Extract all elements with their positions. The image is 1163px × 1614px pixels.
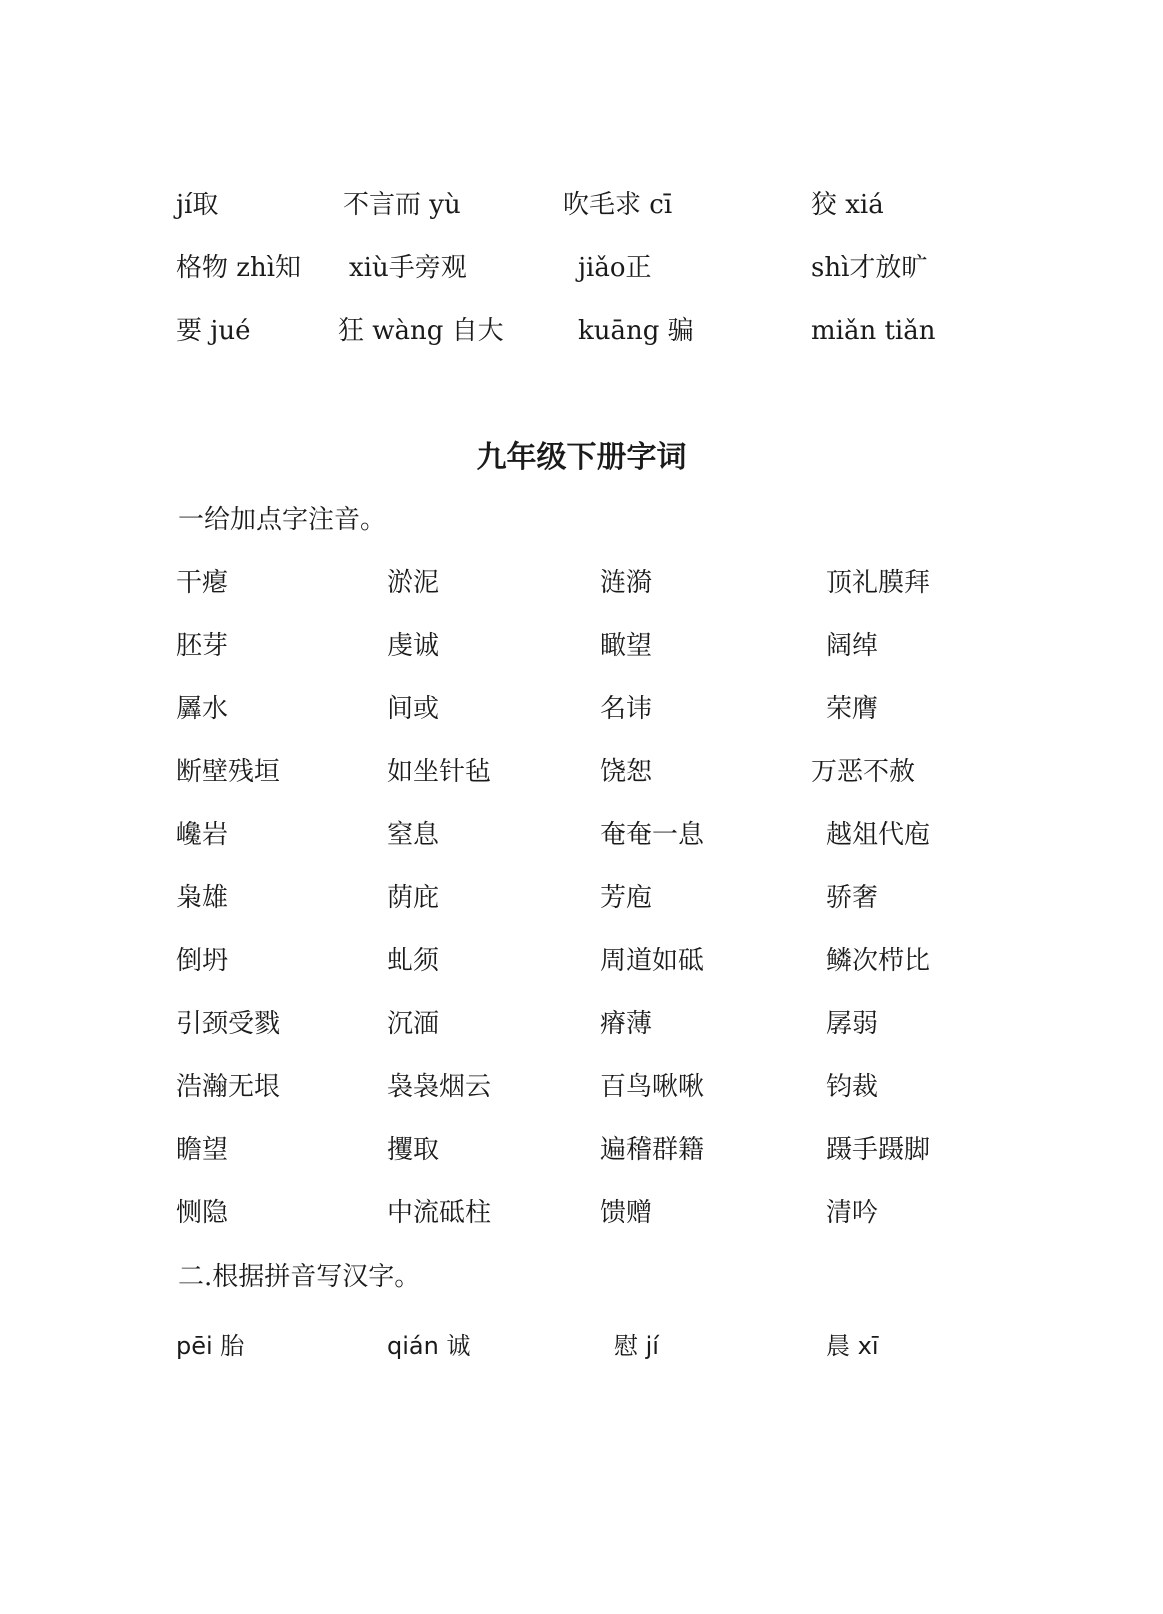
word-cell: 狡 xiá	[811, 190, 884, 220]
word-cell: xiù手旁观	[349, 253, 467, 283]
part-one-row	[0, 1004, 1163, 1044]
part-one-row	[0, 815, 1163, 855]
part-one-row	[0, 878, 1163, 918]
word-cell: 钧裁	[826, 1072, 879, 1102]
word-cell: 格物 zhì知	[176, 253, 302, 283]
word-cell: 虬须	[387, 946, 440, 976]
word-cell: 巉岩	[176, 820, 229, 850]
word-cell: jí取	[176, 190, 219, 220]
part-one-row	[0, 1067, 1163, 1107]
part-one-row	[0, 689, 1163, 729]
part-one-row	[0, 1193, 1163, 1233]
word-cell: 越俎代庖	[826, 820, 931, 850]
word-cell: kuāng 骗	[578, 316, 694, 346]
top-row-2	[0, 248, 1163, 288]
word-cell: 鳞次栉比	[826, 946, 931, 976]
word-cell: 饶恕	[600, 757, 653, 787]
word-cell: 蹑手蹑脚	[826, 1135, 931, 1165]
word-cell: qián 诚	[387, 1332, 471, 1360]
word-cell: 吹毛求 cī	[563, 190, 673, 220]
word-cell: 倒坍	[176, 946, 229, 976]
word-cell: 芳庖	[600, 883, 653, 913]
word-cell: 羼水	[176, 694, 229, 724]
word-cell: 阔绰	[826, 631, 879, 661]
word-cell: 清吟	[826, 1198, 879, 1228]
word-cell: 沉湎	[387, 1009, 440, 1039]
word-cell: 要 jué	[176, 316, 251, 346]
word-cell: 奄奄一息	[600, 820, 705, 850]
word-cell: 周道如砥	[600, 946, 705, 976]
word-cell: 胚芽	[176, 631, 229, 661]
word-cell: 名讳	[600, 694, 653, 724]
part-two-row	[0, 1326, 1163, 1366]
word-cell: 百鸟啾啾	[600, 1072, 705, 1102]
word-cell: 瞻望	[176, 1135, 229, 1165]
word-cell: 遍稽群籍	[600, 1135, 705, 1165]
word-cell: 骄奢	[826, 883, 879, 913]
part-one-row	[0, 563, 1163, 603]
top-row-3	[0, 311, 1163, 351]
word-cell: 瘠薄	[600, 1009, 653, 1039]
word-cell: 涟漪	[600, 568, 653, 598]
word-cell: 孱弱	[826, 1009, 879, 1039]
word-cell: 干瘪	[176, 568, 229, 598]
word-cell: 荣膺	[826, 694, 879, 724]
word-cell: 如坐针毡	[387, 757, 492, 787]
word-cell: 淤泥	[387, 568, 440, 598]
part-one-row	[0, 626, 1163, 666]
word-cell: 顶礼膜拜	[826, 568, 931, 598]
part-one-row	[0, 1130, 1163, 1170]
top-row-1	[0, 185, 1163, 225]
word-cell: 袅袅烟云	[387, 1072, 492, 1102]
word-cell: 晨 xī	[826, 1332, 879, 1360]
word-cell: 不言而 yù	[343, 190, 461, 220]
word-cell: 浩瀚无垠	[176, 1072, 281, 1102]
word-cell: 荫庇	[387, 883, 440, 913]
word-cell: jiǎo正	[578, 253, 652, 283]
word-cell: 恻隐	[176, 1198, 229, 1228]
word-cell: 中流砥柱	[387, 1198, 492, 1228]
word-cell: 慰 jí	[614, 1332, 659, 1360]
part-one-heading: 一给加点字注音。	[178, 505, 387, 535]
word-cell: 断壁残垣	[176, 757, 281, 787]
word-cell: shì才放旷	[811, 253, 928, 283]
part-one-row	[0, 752, 1163, 792]
word-cell: 引颈受戮	[176, 1009, 281, 1039]
section-title: 九年级下册字词	[476, 440, 687, 475]
word-cell: 枭雄	[176, 883, 229, 913]
word-cell: 窒息	[387, 820, 440, 850]
word-cell: 狂 wàng 自大	[338, 316, 504, 346]
word-cell: miǎn tiǎn	[811, 316, 936, 346]
part-one-row	[0, 941, 1163, 981]
word-cell: 馈赠	[600, 1198, 653, 1228]
word-cell: 瞰望	[600, 631, 653, 661]
word-cell: 间或	[387, 694, 440, 724]
word-cell: 虔诚	[387, 631, 440, 661]
part-two-heading: 二.根据拼音写汉字。	[178, 1262, 421, 1292]
word-cell: 万恶不赦	[811, 757, 916, 787]
word-cell: 攫取	[387, 1135, 440, 1165]
word-cell: pēi 胎	[176, 1332, 245, 1360]
